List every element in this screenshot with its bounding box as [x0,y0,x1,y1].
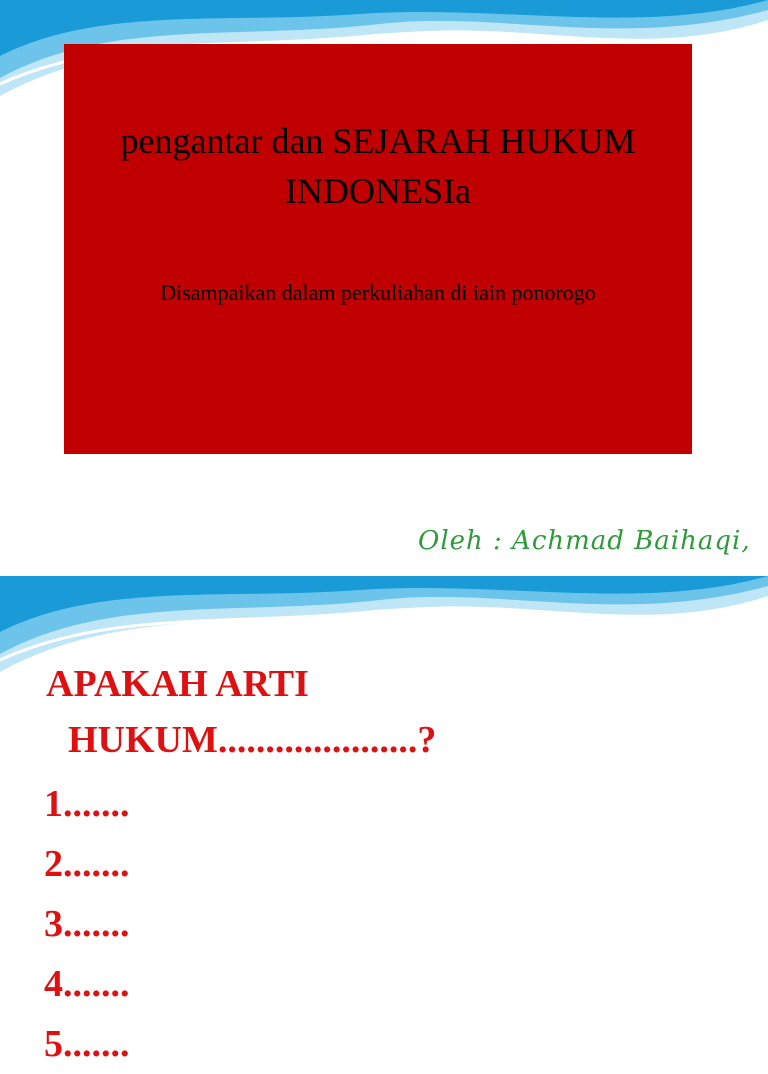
title-line-2: INDONESIa [285,171,471,211]
answer-list [44,774,130,1074]
title-line-1: pengantar dan SEJARAH HUKUM [120,121,636,161]
author-text: Oleh : Achmad Baihaqi, [418,526,751,556]
question-line-1: APAKAH ARTI [46,663,309,705]
list-item: 4....... [44,963,130,1005]
title-box [64,44,692,454]
list-item: 5....... [44,1023,130,1065]
slide-title [64,116,692,216]
slide-2 [0,576,768,1065]
list-item: 2....... [44,843,130,885]
question-line-2: HUKUM.....................? [68,719,437,761]
list-item: 3....... [44,903,130,945]
slide-subtitle: Disampaikan dalam perkuliahan di iain ponorogo [160,280,596,305]
list-item: 1....... [44,783,130,825]
